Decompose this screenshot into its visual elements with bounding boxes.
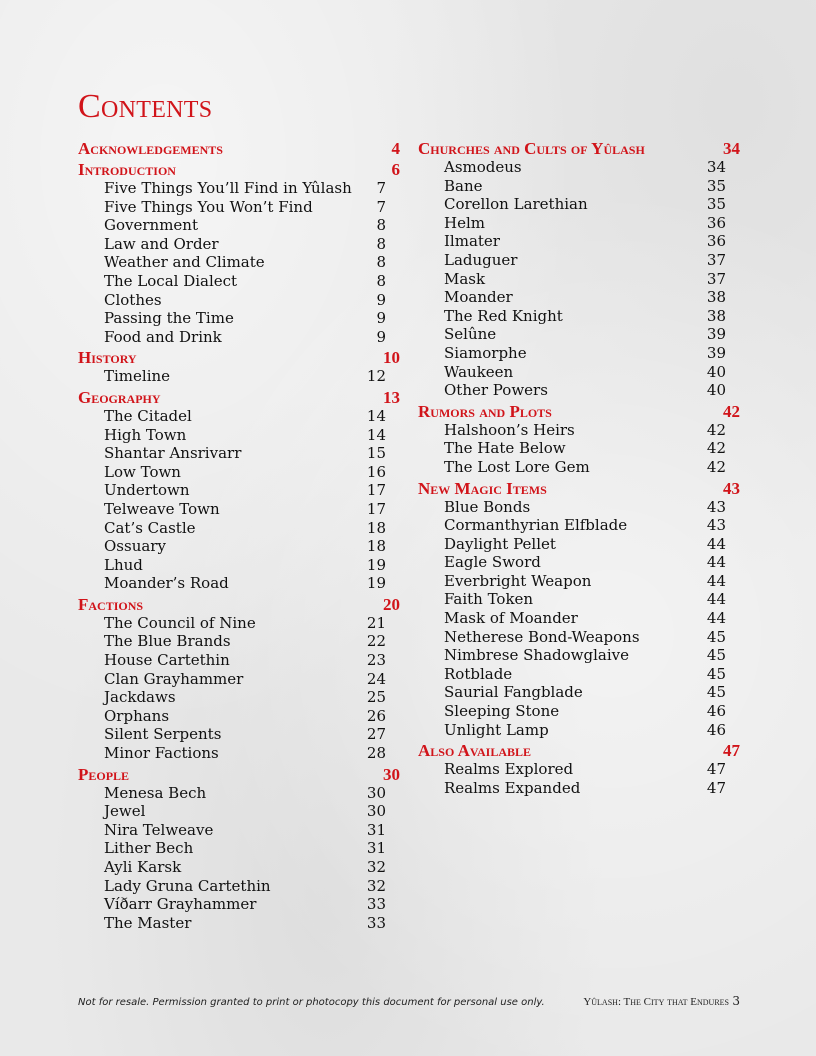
toc-section-heading[interactable] <box>78 160 400 179</box>
entry-page-number: 19 <box>366 574 386 593</box>
entry-page-number: 45 <box>706 683 726 702</box>
entry-page-number: 22 <box>366 632 386 651</box>
entry-page-number: 9 <box>376 309 386 328</box>
entry-page-number: 8 <box>376 253 386 272</box>
entry-title: Weather and Climate <box>104 253 265 272</box>
toc-entry[interactable] <box>78 574 400 593</box>
entry-title: Lhud <box>104 555 143 574</box>
entry-title: Daylight Pellet <box>444 534 556 553</box>
entry-title: Saurial Fangblade <box>444 683 583 702</box>
entry-page-number: 8 <box>376 271 386 290</box>
toc-section <box>418 402 740 477</box>
entry-page-number: 30 <box>366 802 386 821</box>
toc-section <box>418 741 740 797</box>
page-footer <box>78 994 740 1008</box>
footer-page-number: 3 <box>732 994 740 1008</box>
entry-page-number: 18 <box>366 518 386 537</box>
entry-page-number: 32 <box>366 858 386 876</box>
toc-entry[interactable] <box>78 707 400 726</box>
entry-title: Five Things You Won’t Find <box>104 197 313 216</box>
entry-page-number: 38 <box>706 288 726 307</box>
toc-entry[interactable] <box>78 784 400 803</box>
entry-page-number: 16 <box>366 462 386 481</box>
entry-title: The Blue Brands <box>104 632 231 651</box>
entry-page-number: 43 <box>706 497 726 516</box>
entry-title: Blue Bonds <box>444 497 531 516</box>
entry-title: Clan Grayhammer <box>104 669 244 688</box>
entry-page-number: 35 <box>706 176 726 195</box>
entry-page-number: 37 <box>706 269 726 288</box>
toc-entry[interactable] <box>418 325 740 344</box>
footer-notice: Not for resale. Permission granted to print or photocopy this document for personal use only. <box>78 997 545 1008</box>
entry-title: The Red Knight <box>444 306 563 325</box>
toc-entry[interactable] <box>418 628 740 647</box>
toc-entry[interactable] <box>418 590 740 609</box>
toc-entry[interactable] <box>418 721 740 740</box>
entry-title: Five Things You’ll Find in Yûlash <box>104 179 352 197</box>
toc-section <box>78 388 400 593</box>
section-page-number: 30 <box>383 764 400 784</box>
toc-column-left <box>78 137 400 932</box>
section-title: History <box>78 348 137 368</box>
entry-title: Moander <box>444 288 513 307</box>
toc-entry[interactable] <box>418 702 740 721</box>
entry-page-number: 39 <box>706 343 726 362</box>
toc-entry[interactable] <box>418 421 740 440</box>
toc-entry[interactable] <box>418 307 740 326</box>
entry-page-number: 44 <box>706 553 726 572</box>
entry-title: Menesa Bech <box>104 783 207 802</box>
toc-entry[interactable] <box>418 158 740 177</box>
entry-title: Waukeen <box>444 362 514 381</box>
toc-section <box>78 160 400 346</box>
entry-page-number: 40 <box>706 362 726 381</box>
entry-title: Rotblade <box>444 664 513 683</box>
section-title: Introduction <box>78 160 176 179</box>
toc-entry[interactable] <box>78 651 400 670</box>
entry-title: Moander’s Road <box>104 574 229 593</box>
entry-page-number: 46 <box>706 702 726 721</box>
toc-entry[interactable] <box>418 363 740 382</box>
toc-entry[interactable] <box>418 214 740 233</box>
entry-page-number: 28 <box>366 744 386 763</box>
toc-entry[interactable] <box>78 253 400 272</box>
toc-entry[interactable] <box>418 232 740 251</box>
entry-page-number: 45 <box>706 627 726 646</box>
entry-page-number: 42 <box>706 420 726 439</box>
toc-entry[interactable] <box>78 632 400 651</box>
entry-title: Telweave Town <box>104 499 220 518</box>
entry-title: Shantar Ansrivarr <box>104 444 242 463</box>
entry-title: Bane <box>444 176 483 195</box>
entry-page-number: 46 <box>706 720 726 739</box>
page-title: Contents <box>78 88 213 125</box>
toc-section-heading[interactable] <box>418 402 740 421</box>
entry-page-number: 25 <box>366 688 386 707</box>
toc-entry[interactable] <box>78 556 400 575</box>
section-page-number: 47 <box>723 741 740 761</box>
entry-page-number: 33 <box>366 913 386 932</box>
section-title: Acknowledgements <box>78 139 223 158</box>
entry-title: Unlight Lamp <box>444 720 549 739</box>
entry-title: High Town <box>104 425 187 444</box>
toc-entry[interactable] <box>418 683 740 702</box>
section-page-number: 20 <box>383 594 400 614</box>
toc-entry[interactable] <box>78 688 400 707</box>
entry-title: Undertown <box>104 481 190 500</box>
entry-title: Realms Explored <box>444 760 574 779</box>
entry-title: The Council of Nine <box>104 613 256 632</box>
toc-entry[interactable] <box>78 537 400 556</box>
entry-page-number: 8 <box>376 234 386 253</box>
entry-page-number: 14 <box>366 425 386 444</box>
toc-entry[interactable] <box>418 516 740 535</box>
entry-page-number: 44 <box>706 571 726 590</box>
toc-section-heading[interactable] <box>78 139 400 158</box>
entry-title: Everbright Weapon <box>444 571 592 590</box>
toc-entry[interactable] <box>418 288 740 307</box>
entry-page-number: 24 <box>366 669 386 688</box>
toc-entry[interactable] <box>78 500 400 519</box>
toc-section <box>418 479 740 740</box>
toc-entry[interactable] <box>78 725 400 744</box>
entry-title: Ayli Karsk <box>104 858 182 876</box>
toc-entry[interactable] <box>78 407 400 426</box>
entry-title: Low Town <box>104 462 181 481</box>
entry-title: Lither Bech <box>104 839 194 858</box>
toc-entry[interactable] <box>78 744 400 763</box>
entry-title: Víðarr Grayhammer <box>104 895 257 914</box>
toc-entry[interactable] <box>418 779 740 798</box>
entry-page-number: 31 <box>366 820 386 839</box>
toc-entry[interactable] <box>78 179 400 198</box>
section-page-number: 10 <box>383 348 400 368</box>
toc-entry[interactable] <box>78 481 400 500</box>
entry-title: Passing the Time <box>104 309 234 328</box>
toc-section <box>78 139 400 158</box>
toc-entry[interactable] <box>78 802 400 821</box>
entry-title: Netherese Bond-Weapons <box>444 627 640 646</box>
entry-title: Jackdaws <box>104 688 176 707</box>
toc-entry[interactable] <box>78 877 400 896</box>
toc-section-heading[interactable] <box>78 595 400 614</box>
section-page-number: 6 <box>391 160 400 179</box>
toc-entry[interactable] <box>78 614 400 633</box>
toc-entry[interactable] <box>418 646 740 665</box>
entry-title: Helm <box>444 213 485 232</box>
entry-page-number: 42 <box>706 439 726 458</box>
entry-page-number: 18 <box>366 537 386 556</box>
toc-entry[interactable] <box>418 535 740 554</box>
entry-page-number: 43 <box>706 516 726 535</box>
section-title: New Magic Items <box>418 478 547 498</box>
section-page-number: 13 <box>383 387 400 407</box>
entry-title: The Lost Lore Gem <box>444 457 590 476</box>
entry-page-number: 35 <box>706 195 726 214</box>
toc-entry[interactable] <box>78 670 400 689</box>
entry-page-number: 44 <box>706 534 726 553</box>
toc-entry[interactable] <box>78 198 400 217</box>
entry-title: Timeline <box>104 367 171 386</box>
toc-section-heading[interactable] <box>418 139 740 158</box>
entry-title: Mask <box>444 269 486 288</box>
toc-entry[interactable] <box>78 426 400 445</box>
entry-title: Mask of Moander <box>444 609 578 628</box>
section-title: People <box>78 764 130 784</box>
section-page-number: 43 <box>723 478 740 498</box>
entry-page-number: 19 <box>366 555 386 574</box>
entry-title: Orphans <box>104 706 170 725</box>
entry-title: Siamorphe <box>444 343 527 362</box>
entry-title: Corellon Larethian <box>444 195 588 214</box>
toc-entry[interactable] <box>78 367 400 386</box>
entry-title: Silent Serpents <box>104 725 222 744</box>
entry-title: Food and Drink <box>104 327 222 346</box>
toc-entry[interactable] <box>78 216 400 235</box>
footer-running-title: Yûlash: The City that Endures <box>583 996 730 1008</box>
entry-page-number: 42 <box>706 457 726 476</box>
entry-page-number: 9 <box>376 327 386 346</box>
entry-page-number: 23 <box>366 651 386 670</box>
toc-entry[interactable] <box>418 177 740 196</box>
entry-title: Clothes <box>104 290 162 309</box>
toc-entry[interactable] <box>78 235 400 254</box>
entry-page-number: 26 <box>366 706 386 725</box>
toc-entry[interactable] <box>78 895 400 914</box>
entry-title: The Master <box>104 913 192 932</box>
entry-title: Cat’s Castle <box>104 518 196 537</box>
entry-title: The Local Dialect <box>104 271 238 290</box>
entry-title: Faith Token <box>444 590 534 609</box>
toc-entry[interactable] <box>78 519 400 538</box>
toc-entry[interactable] <box>418 381 740 400</box>
entry-title: Laduguer <box>444 250 518 269</box>
entry-title: Cormanthyrian Elfblade <box>444 516 628 535</box>
toc-section <box>78 348 400 386</box>
toc-entry[interactable] <box>78 839 400 858</box>
toc-entry[interactable] <box>418 553 740 572</box>
toc-section-heading[interactable] <box>418 741 740 760</box>
entry-title: Nira Telweave <box>104 820 214 839</box>
entry-page-number: 15 <box>366 444 386 463</box>
entry-title: Halshoon’s Heirs <box>444 420 575 439</box>
section-title: Rumors and Plots <box>418 401 552 421</box>
toc-entry[interactable] <box>418 498 740 517</box>
entry-page-number: 47 <box>706 760 726 779</box>
entry-page-number: 45 <box>706 646 726 665</box>
entry-title: Nimbrese Shadowglaive <box>444 646 629 665</box>
toc-section <box>78 595 400 763</box>
toc-section-heading[interactable] <box>78 348 400 367</box>
toc-entry[interactable] <box>78 309 400 328</box>
toc-entry[interactable] <box>78 463 400 482</box>
toc-entry[interactable] <box>78 444 400 463</box>
entry-title: Selûne <box>444 325 497 344</box>
entry-page-number: 44 <box>706 609 726 628</box>
toc-entry[interactable] <box>418 665 740 684</box>
entry-title: Sleeping Stone <box>444 702 560 721</box>
toc-entry[interactable] <box>418 344 740 363</box>
entry-page-number: 27 <box>366 725 386 744</box>
entry-page-number: 8 <box>376 216 386 235</box>
toc-section-heading[interactable] <box>78 765 400 784</box>
entry-page-number: 38 <box>706 306 726 325</box>
entry-page-number: 39 <box>706 325 726 344</box>
entry-title: House Cartethin <box>104 651 230 670</box>
entry-page-number: 36 <box>706 213 726 232</box>
entry-title: Asmodeus <box>444 158 522 176</box>
entry-title: The Citadel <box>104 406 192 425</box>
toc-entry[interactable] <box>418 609 740 628</box>
entry-page-number: 7 <box>376 179 386 197</box>
toc-section-heading[interactable] <box>78 388 400 407</box>
toc-entry[interactable] <box>418 572 740 591</box>
entry-title: Ilmater <box>444 232 500 251</box>
entry-page-number: 37 <box>706 250 726 269</box>
entry-page-number: 34 <box>706 158 726 176</box>
entry-title: Government <box>104 216 198 235</box>
entry-page-number: 31 <box>366 839 386 858</box>
section-page-number: 4 <box>391 139 400 158</box>
toc-entry[interactable] <box>78 328 400 347</box>
entry-title: Other Powers <box>444 381 548 400</box>
entry-page-number: 17 <box>366 481 386 500</box>
section-title: Factions <box>78 594 144 614</box>
entry-page-number: 9 <box>376 290 386 309</box>
entry-page-number: 32 <box>366 876 386 895</box>
toc-entry[interactable] <box>418 270 740 289</box>
entry-title: Realms Expanded <box>444 778 581 797</box>
entry-title: Ossuary <box>104 537 166 556</box>
toc-section <box>78 765 400 933</box>
entry-page-number: 36 <box>706 232 726 251</box>
entry-page-number: 33 <box>366 895 386 914</box>
toc-section <box>418 139 740 400</box>
toc-column-right <box>418 137 740 797</box>
entry-title: Lady Gruna Cartethin <box>104 876 271 895</box>
toc-entry[interactable] <box>418 458 740 477</box>
entry-page-number: 21 <box>366 613 386 632</box>
toc-entry[interactable] <box>418 439 740 458</box>
toc-entry[interactable] <box>418 195 740 214</box>
section-page-number: 42 <box>723 401 740 421</box>
entry-title: Eagle Sword <box>444 553 541 572</box>
toc-entry[interactable] <box>418 251 740 270</box>
section-title: Churches and Cults of Yûlash <box>418 139 645 158</box>
entry-page-number: 30 <box>366 783 386 802</box>
toc-entry[interactable] <box>78 914 400 933</box>
entry-title: The Hate Below <box>444 439 566 458</box>
entry-title: Law and Order <box>104 234 219 253</box>
entry-page-number: 17 <box>366 499 386 518</box>
section-title: Also Available <box>418 741 532 761</box>
toc-entry[interactable] <box>418 760 740 779</box>
entry-title: Minor Factions <box>104 744 219 763</box>
toc-section-heading[interactable] <box>418 479 740 498</box>
entry-page-number: 44 <box>706 590 726 609</box>
entry-page-number: 12 <box>366 367 386 386</box>
footer-running-head <box>583 994 740 1008</box>
section-title: Geography <box>78 387 161 407</box>
entry-title: Jewel <box>104 802 146 821</box>
toc-entry[interactable] <box>78 821 400 840</box>
entry-page-number: 40 <box>706 381 726 400</box>
entry-page-number: 14 <box>366 406 386 425</box>
entry-page-number: 47 <box>706 778 726 797</box>
toc-entry[interactable] <box>78 272 400 291</box>
toc-entry[interactable] <box>78 291 400 310</box>
entry-page-number: 45 <box>706 664 726 683</box>
toc-entry[interactable] <box>78 858 400 877</box>
entry-page-number: 7 <box>376 197 386 216</box>
section-page-number: 34 <box>723 139 740 158</box>
